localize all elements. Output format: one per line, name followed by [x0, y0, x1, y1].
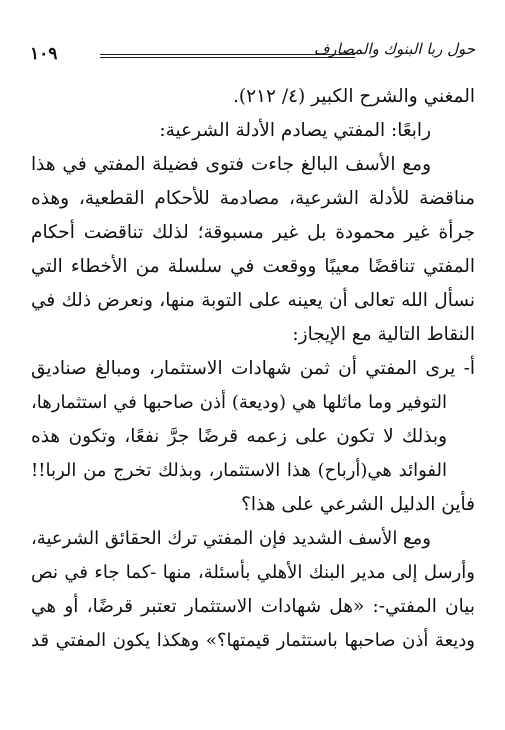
text-line: جرأة غير محمودة بل غير مسبوقة؛ لذلك تناقضت أحكام	[31, 222, 475, 243]
text-line: ومع الأسف البالغ جاءت فتوى فضيلة المفتي في هذا	[31, 154, 431, 175]
body-text	[31, 80, 475, 658]
list-item-line: أ- يرى المفتي أن ثمن شهادات الاستثمار، ومبالغ صناديق	[31, 358, 475, 379]
text-line: وأرسل إلى مدير البنك الأهلي بأسئلة، منها -كما جاء في نص	[31, 562, 475, 583]
list-item-line: الفوائد هي(أرباح) هذا الاستثمار، وبذلك تخرج من الربا!!	[31, 460, 447, 481]
text-line: ومع الأسف الشديد فإن المفتي ترك الحقائق الشرعية،	[31, 528, 431, 549]
text-line: النقاط التالية مع الإيجاز:	[292, 324, 475, 345]
text-line: فأين الدليل الشرعي على هذا؟	[241, 494, 475, 515]
list-item-line: وبذلك لا تكون على زعمه قرضًا جرَّ نفعًا، وتكون هذه	[31, 426, 447, 447]
section-heading: رابعًا: المفتي يصادم الأدلة الشرعية:	[159, 120, 431, 141]
list-item-line: التوفير وما ماثلها هي (وديعة) أذن صاحبها في استثمارها،	[31, 392, 447, 413]
text-line: المغني والشرح الكبير (٤/ ٢١٢).	[233, 86, 475, 107]
text-line: المفتي تناقضًا معيبًا ووقعت في سلسلة من الأخطاء التي	[31, 256, 475, 277]
text-line: نسأل الله تعالى أن يعينه على التوبة منها، ونعرض ذلك في	[31, 290, 475, 311]
running-title: حول ربا البنوك والمصارف	[313, 40, 475, 58]
text-line: وديعة أذن صاحبها باستثمار قيمتها؟» وهكذا يكون المفتي قد	[31, 630, 475, 651]
text-line: بيان المفتي-: «هل شهادات الاستثمار تعتبر قرضًا، أو هي	[31, 596, 475, 617]
text-line: مناقضة للأدلة الشرعية، مصادمة للأحكام القطعية، وهذه	[31, 188, 475, 209]
running-header	[30, 42, 475, 68]
page-number: ١٠٩	[30, 44, 58, 64]
